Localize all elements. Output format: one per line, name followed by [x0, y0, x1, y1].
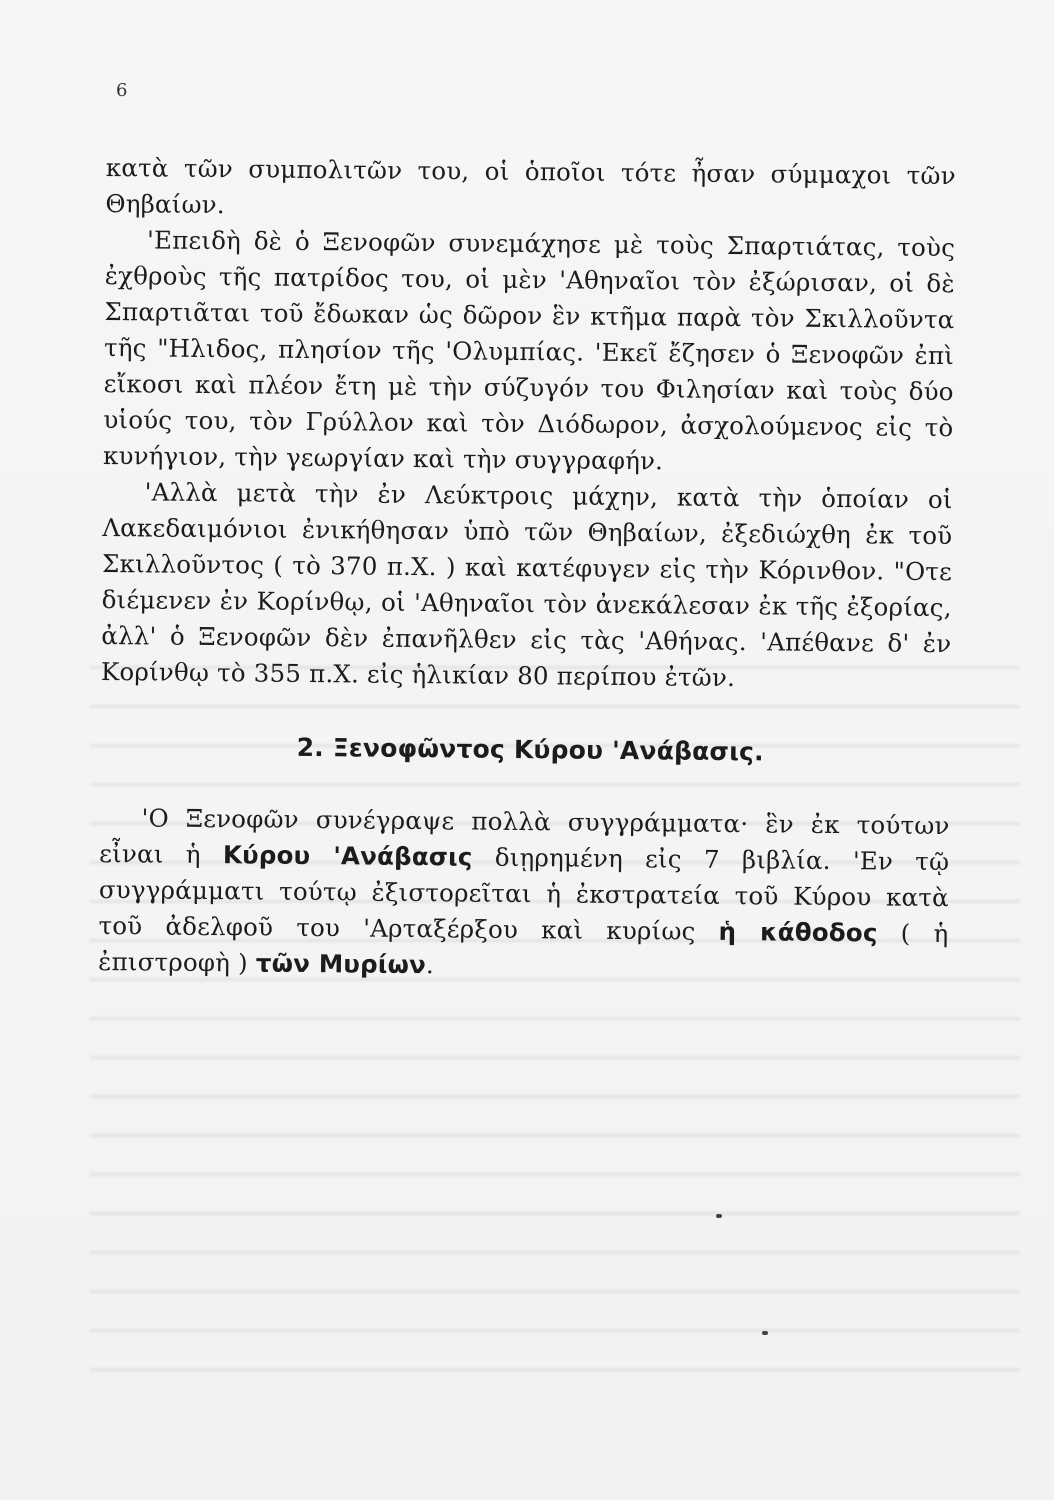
text-run: διῃρημένη εἰς 7 βιβλία. 'Εν τῷ συγγράμματι τούτῳ ἐξιστορεῖται ἡ ἐκστρατεία τοῦ Κύρου κατὰ τοῦ ἀδελφοῦ του 'Αρταξέρξου καὶ κυρίως: [98, 842, 950, 946]
text-run: .: [425, 950, 435, 980]
ink-speck: [762, 1331, 768, 1335]
text-run: ( ἡ ἐπιστροφὴ ): [98, 918, 949, 978]
paragraph-continuation: κατὰ τῶν συμπολιτῶν του, οἱ ὁποῖοι τότε ἦσαν σύμμαχοι τῶν Θηβαίων.: [105, 152, 956, 220]
bold-kathodos: ἡ κάθοδος: [718, 916, 878, 948]
body-text: [98, 150, 956, 988]
paragraph-leuctra: 'Αλλὰ μετὰ τὴν ἐν Λεύκτροις μάχην, κατὰ τὴν ὁποίαν οἱ Λακεδαιμόνιοι ἐνικήθησαν ὑπὸ τῶν Θηβαίων, ἐξεδιώχθη ἐκ τοῦ Σκιλλοῦντος ( τὸ 370 π.Χ. ) καὶ κατέφυγεν εἰς τὴν Κόρινθον. "Οτε διέμενεν ἐν Κορίνθῳ, οἱ 'Αθηναῖοι τὸν ἀνεκάλεσαν ἐκ τῆς ἐξορίας, ἀλλ' ὁ Ξενοφῶν δὲν ἐπανῆλθεν εἰς τὰς 'Αθήνας. 'Απέθανε δ' ἐν Κορίνθῳ τὸ 355 π.Χ. εἰς ἡλικίαν 80 περίπου ἐτῶν.: [100, 477, 953, 693]
section-heading: 2. Ξενοφῶντος Κύρου 'Ανάβασις.: [296, 732, 764, 767]
page-number: 6: [116, 80, 128, 101]
ink-speck: [716, 1214, 722, 1218]
bold-myrion: τῶν Μυρίων: [255, 948, 427, 980]
text-run: 'Ο Ξενοφῶν συνέγραψε πολλὰ συγγράμματα· ἓν ἐκ τούτων εἶναι ἡ: [99, 803, 950, 870]
paragraph-anabasis: [98, 800, 950, 988]
paragraph-exile: 'Επειδὴ δὲ ὁ Ξενοφῶν συνεμάχησε μὲ τοὺς Σπαρτιάτας, τοὺς ἐχθροὺς τῆς πατρίδος του, οἱ μὲν 'Αθηναῖοι τὸν ἐξώρισαν, οἱ δὲ Σπαρτιᾶται τοῦ ἔδωκαν ὡς δῶρον ἓν κτῆμα παρὰ τὸν Σκιλλοῦντα τῆς "Ηλιδος, πλησίον τῆς 'Ολυμπίας. 'Εκεῖ ἔζησεν ὁ Ξενοφῶν ἐπὶ εἴκοσι καὶ πλέον ἔτη μὲ τὴν σύζυγόν του Φιλησίαν καὶ τοὺς δύο υἱούς του, τὸν Γρύλλον καὶ τὸν Διόδωρον, ἀσχολούμενος εἰς τὸ κυνήγιον, τὴν γεωργίαν καὶ τὴν συγγραφήν.: [102, 225, 956, 476]
bold-title-anabasis: Κύρου 'Ανάβασις: [222, 840, 473, 872]
